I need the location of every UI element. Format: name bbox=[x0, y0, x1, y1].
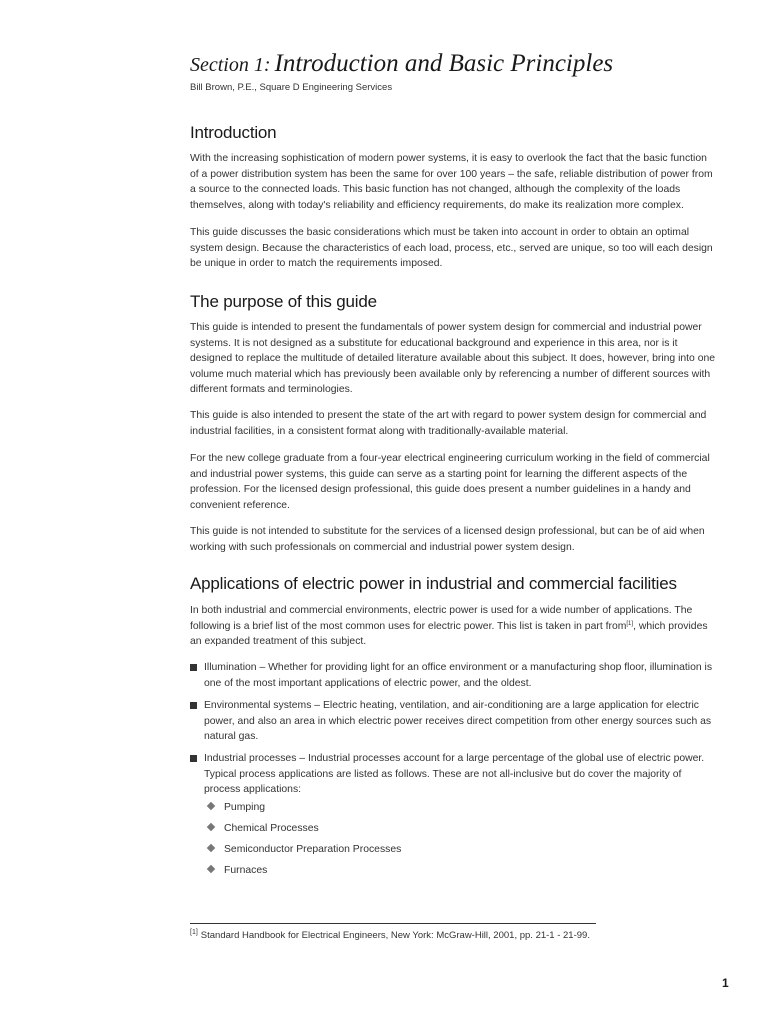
list-item bbox=[190, 751, 716, 798]
sub-list-item bbox=[208, 821, 319, 837]
heading-applications: Applications of electric power in industrial and commercial facilities bbox=[190, 574, 677, 593]
heading-introduction: Introduction bbox=[190, 123, 277, 142]
footnote-divider bbox=[190, 923, 596, 924]
section-title bbox=[190, 50, 750, 78]
list-item-text: Illumination – Whether for providing light for an office environment or a manufacturing shop floor, illumination is one of the most important applications of electric power, and the oldest. bbox=[204, 662, 713, 689]
square-bullet-icon bbox=[190, 755, 197, 762]
purpose-paragraph-2: This guide is also intended to present the state of the art with regard to power system design for commercial and industrial facilities, in a consistent format along with traditionally-available material. bbox=[190, 410, 707, 437]
heading-purpose: The purpose of this guide bbox=[190, 292, 377, 311]
applications-intro bbox=[190, 603, 716, 650]
applications-intro-text-end: , which provides an expanded treatment of this subject. bbox=[190, 620, 708, 648]
author-line: Bill Brown, P.E., Square D Engineering Services bbox=[190, 82, 393, 93]
citation-ref: [1] bbox=[626, 620, 634, 627]
page-number: 1 bbox=[722, 976, 729, 990]
section-label: Section 1: bbox=[190, 54, 271, 76]
diamond-bullet-icon bbox=[207, 844, 215, 852]
list-item bbox=[190, 660, 716, 691]
sub-list-item bbox=[208, 863, 267, 879]
sub-list-item bbox=[208, 800, 265, 816]
footnote-mark: [1] bbox=[190, 929, 198, 936]
list-item bbox=[190, 698, 716, 745]
diamond-bullet-icon bbox=[207, 802, 215, 810]
sub-list-item bbox=[208, 842, 401, 858]
list-item-text: Industrial processes – Industrial processes account for a large percentage of the global use of electric power. Typical process applications are listed as follows. These are not all-inclusive but do cover the majority of process applications: bbox=[204, 753, 705, 796]
sub-list-item-text: Chemical Processes bbox=[224, 823, 319, 834]
diamond-bullet-icon bbox=[207, 823, 215, 831]
applications-intro-text: In both industrial and commercial environments, electric power is used for a wide number of applications. The following is a brief list of the most common uses for electric power. This list is taken in part from bbox=[190, 605, 693, 632]
intro-paragraph-2: This guide discusses the basic considerations which must be taken into account in order to obtain an optimal system design. Because the characteristics of each load, process, etc., served are unique, so too will each design be unique in order to match the requirements imposed. bbox=[190, 227, 713, 270]
diamond-bullet-icon bbox=[207, 865, 215, 873]
sub-list-item-text: Pumping bbox=[224, 802, 266, 813]
sub-list-item-text: Furnaces bbox=[224, 865, 268, 876]
list-item-text: Environmental systems – Electric heating, ventilation, and air-conditioning are a large application for electric power, and also an area in which electric power receives direct competition from other energy sources such as natural gas. bbox=[204, 700, 712, 743]
page-title: Introduction and Basic Principles bbox=[274, 50, 614, 77]
square-bullet-icon bbox=[190, 664, 197, 671]
purpose-paragraph-3: For the new college graduate from a four-year electrical engineering curriculum working in the field of commercial and industrial power systems, this guide can serve as a starting point for learning the different aspects of the profession. For the licensed design professional, this guide does present a number guidelines in a handy and convenient reference. bbox=[190, 453, 710, 511]
sub-list-item-text: Semiconductor Preparation Processes bbox=[224, 844, 402, 855]
purpose-paragraph-1: This guide is intended to present the fundamentals of power system design for commercial and industrial power systems. It is not designed as a substitute for educational background and experience in this area, nor is it designed to replace the multitude of detailed literature available about this subject. It does, however, bring into one volume much material which has previously been available only by referencing a number of different sources with different formats and terminologies. bbox=[190, 322, 716, 396]
purpose-paragraph-4: This guide is not intended to substitute for the services of a licensed design professional, but can be of aid when working with such professionals on commercial and industrial power system design. bbox=[190, 526, 705, 553]
square-bullet-icon bbox=[190, 702, 197, 709]
footnote-text: Standard Handbook for Electrical Engineers, New York: McGraw-Hill, 2001, pp. 21-1 - 21-99. bbox=[200, 930, 590, 941]
footnote bbox=[190, 929, 590, 941]
intro-paragraph-1: With the increasing sophistication of modern power systems, it is easy to overlook the fact that the basic function of a power distribution system has been the same for over 100 years – the safe, reliable distribution of power from a source to the connected loads. This basic function has not changed, although the complexity of the loads themselves, along with today's reliability and efficiency requirements, do make its realization more complex. bbox=[190, 153, 713, 211]
